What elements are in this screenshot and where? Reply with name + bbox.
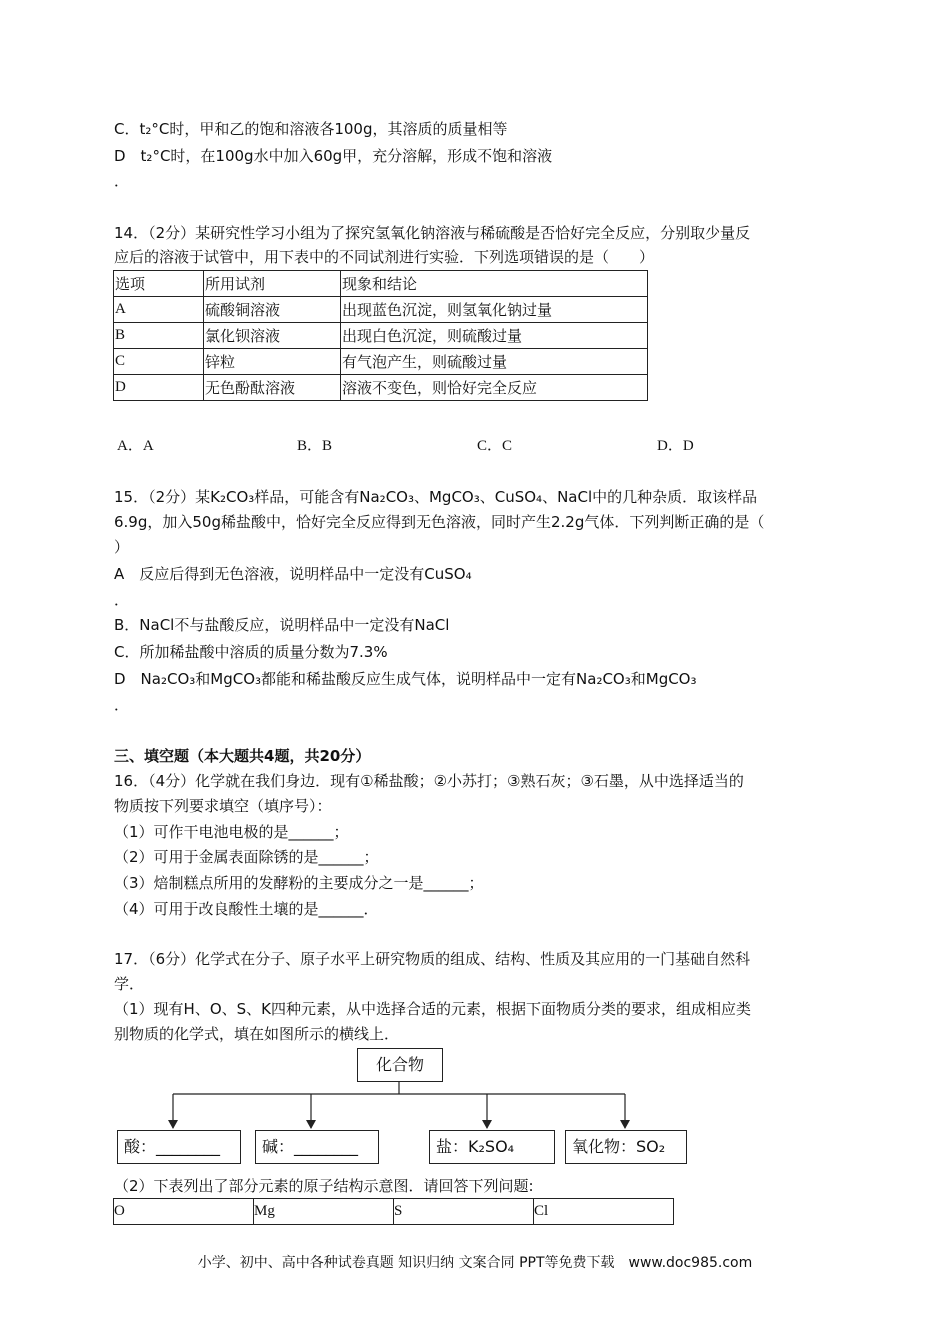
- table-row: [114, 375, 648, 401]
- table-cell: 出现白色沉淀，则硫酸过量: [341, 323, 648, 349]
- q14-option-b: B．B: [297, 438, 333, 454]
- q15-option-d-dot: ．: [114, 696, 130, 714]
- q16-item-4: （4）可用于改良酸性土壤的是______．: [114, 900, 379, 918]
- classification-diagram: [113, 1048, 693, 1170]
- q16-item-1: （1）可作干电池电极的是______；: [114, 823, 349, 841]
- table-cell: C: [114, 349, 204, 375]
- q15-option-b: B．NaCl不与盐酸反应，说明样品中一定没有NaCl: [114, 616, 450, 634]
- table-cell: 无色酚酞溶液: [204, 375, 341, 401]
- salt-box: 盐：K₂SO₄: [429, 1130, 555, 1164]
- q16-stem-line1: 16．（4分）化学就在我们身边．现有①稀盐酸；②小苏打；③熟石灰；③石墨，从中选择适当的: [114, 772, 744, 790]
- table-cell: Mg: [254, 1199, 394, 1225]
- q15-option-c: C．所加稀盐酸中溶质的质量分数为7.3%: [114, 643, 388, 661]
- base-box: 碱：________: [255, 1130, 379, 1164]
- q15-stem-line1: 15．（2分）某K₂CO₃样品，可能含有Na₂CO₃、MgCO₃、CuSO₄、NaCl中的几种杂质．取该样品: [114, 488, 758, 506]
- q15-option-a-dot: ．: [114, 591, 130, 609]
- q17-stem-line2: 学．: [114, 975, 145, 993]
- page-footer: 小学、初中、高中各种试卷真题 知识归纳 文案合同 PPT等免费下载 www.doc985.com: [197, 1255, 753, 1271]
- table-row: [114, 323, 648, 349]
- table-cell: O: [114, 1199, 254, 1225]
- header-cell: 现象和结论: [341, 271, 648, 297]
- q14-option-d: D．D: [657, 438, 694, 454]
- q16-item-2: （2）可用于金属表面除锈的是______；: [114, 848, 379, 866]
- table-cell: 溶液不变色，则恰好完全反应: [341, 375, 648, 401]
- table-cell: 有气泡产生，则硫酸过量: [341, 349, 648, 375]
- q14-stem-line1: 14．（2分）某研究性学习小组为了探究氢氧化钠溶液与稀硫酸是否恰好完全反应，分别取少量反: [114, 224, 751, 242]
- element-table: [113, 1198, 674, 1225]
- q14-table: [113, 270, 648, 401]
- table-cell: A: [114, 297, 204, 323]
- q17-part1-line2: 别物质的化学式，填在如图所示的横线上．: [114, 1025, 400, 1043]
- section-title: 三、填空题（本大题共4题，共20分）: [114, 747, 371, 765]
- table-cell: 硫酸铜溶液: [204, 297, 341, 323]
- acid-box: 酸：________: [117, 1130, 241, 1164]
- q14-option-a: A．A: [117, 438, 154, 454]
- q13-option-d: D t₂°C时，在100g水中加入60g甲，充分溶解，形成不饱和溶液: [114, 147, 553, 165]
- header-cell: 所用试剂: [204, 271, 341, 297]
- table-cell: D: [114, 375, 204, 401]
- q14-stem-line2: 应后的溶液于试管中，用下表中的不同试剂进行实验．下列选项错误的是（ ）: [114, 248, 655, 266]
- table-row: [114, 349, 648, 375]
- q17-part2: （2）下表列出了部分元素的原子结构示意图．请回答下列问题:: [114, 1177, 534, 1195]
- table-header-row: [114, 271, 648, 297]
- table-cell: Cl: [534, 1199, 674, 1225]
- q16-stem-line2: 物质按下列要求填空（填序号）：: [114, 797, 332, 815]
- header-cell: 选项: [114, 271, 204, 297]
- table-row: [114, 297, 648, 323]
- table-row: [114, 1199, 674, 1225]
- q16-item-3: （3）焙制糕点所用的发酵粉的主要成分之一是______；: [114, 874, 484, 892]
- q14-option-c: C．C: [477, 438, 513, 454]
- q13-option-d-dot: ．: [114, 172, 130, 190]
- compound-root-box: 化合物: [357, 1048, 443, 1082]
- q15-stem-line3: ）: [114, 538, 130, 556]
- table-cell: S: [394, 1199, 534, 1225]
- q15-option-d: D Na₂CO₃和MgCO₃都能和稀盐酸反应生成气体，说明样品中一定有Na₂CO₃和MgCO₃: [114, 670, 697, 688]
- table-cell: 出现蓝色沉淀，则氢氧化钠过量: [341, 297, 648, 323]
- q15-stem-line2: 6.9g，加入50g稀盐酸中，恰好完全反应得到无色溶液，同时产生2.2g气体．下列判断正确的是（: [114, 513, 765, 531]
- table-cell: B: [114, 323, 204, 349]
- q17-stem-line1: 17．（6分）化学式在分子、原子水平上研究物质的组成、结构、性质及其应用的一门基础自然科: [114, 950, 751, 968]
- oxide-box: 氧化物：SO₂: [565, 1130, 687, 1164]
- q15-option-a: A 反应后得到无色溶液，说明样品中一定没有CuSO₄: [114, 565, 472, 583]
- table-cell: 氯化钡溶液: [204, 323, 341, 349]
- table-cell: 锌粒: [204, 349, 341, 375]
- q13-option-c: C．t₂°C时，甲和乙的饱和溶液各100g，其溶质的质量相等: [114, 120, 508, 138]
- q17-part1-line1: （1）现有H、O、S、K四种元素，从中选择合适的元素，根据下面物质分类的要求，组成相应类: [114, 1000, 751, 1018]
